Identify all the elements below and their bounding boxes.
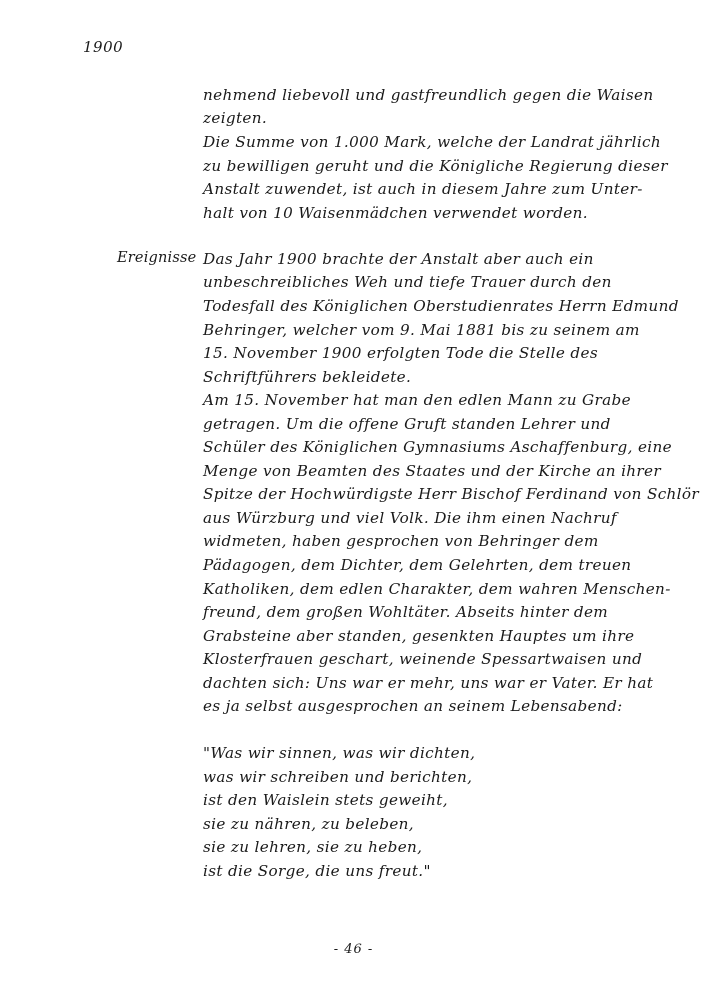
text-line: Pädagogen, dem Dichter, dem Gelehrten, dem treuen (203, 556, 632, 574)
text-line: aus Würzburg und viel Volk. Die ihm einen Nachruf (203, 509, 617, 527)
page-year: 1900 (83, 38, 124, 56)
text-line: nehmend liebevoll und gastfreundlich gegen die Waisen (203, 86, 654, 104)
poem-line: sie zu lehren, sie zu heben, (203, 838, 423, 856)
poem-line: was wir schreiben und berichten, (203, 768, 473, 786)
text-line: freund, dem großen Wohltäter. Abseits hinter dem (203, 603, 609, 621)
text-line: Katholiken, dem edlen Charakter, dem wahren Menschen- (203, 580, 671, 598)
text-line: Todesfall des Königlichen Oberstudienrates Herrn Edmund (203, 297, 679, 315)
text-line: zeigten. (203, 109, 268, 127)
text-line: Klosterfrauen geschart, weinende Spessartwaisen und (203, 650, 643, 668)
text-line: Anstalt zuwendet, ist auch in diesem Jahre zum Unter- (203, 180, 643, 198)
text-line: es ja selbst ausgesprochen an seinem Lebensabend: (203, 697, 623, 715)
poem-line: ist die Sorge, die uns freut." (203, 862, 431, 880)
text-line: getragen. Um die offene Gruft standen Lehrer und (203, 415, 611, 433)
margin-note-ereignisse: Ereignisse (117, 250, 197, 266)
poem-line: "Was wir sinnen, was wir dichten, (203, 744, 476, 762)
text-line: Schriftführers bekleidete. (203, 368, 412, 386)
text-line: widmeten, haben gesprochen von Behringer dem (203, 532, 599, 550)
text-line: Das Jahr 1900 brachte der Anstalt aber auch ein (203, 250, 594, 268)
poem-line: ist den Waislein stets geweiht, (203, 791, 448, 809)
text-line: Spitze der Hochwürdigste Herr Bischof Ferdinand von Schlör (203, 485, 699, 503)
text-line: unbeschreibliches Weh und tiefe Trauer durch den (203, 273, 612, 291)
text-line: dachten sich: Uns war er mehr, uns war er Vater. Er hat (203, 674, 654, 692)
text-line: Schüler des Königlichen Gymnasiums Aschaffenburg, eine (203, 438, 672, 456)
text-line: halt von 10 Waisenmädchen verwendet worden. (203, 204, 588, 222)
text-line: zu bewilligen geruht und die Königliche Regierung dieser (203, 157, 668, 175)
text-line: Grabsteine aber standen, gesenkten Hauptes um ihre (203, 627, 635, 645)
text-line: Die Summe von 1.000 Mark, welche der Landrat jährlich (203, 133, 662, 151)
poem-line: sie zu nähren, zu beleben, (203, 815, 414, 833)
text-line: Behringer, welcher vom 9. Mai 1881 bis zu seinem am (203, 321, 640, 339)
page-number: - 46 - (333, 942, 374, 957)
text-line: Am 15. November hat man den edlen Mann zu Grabe (203, 391, 631, 409)
text-line: 15. November 1900 erfolgten Tode die Stelle des (203, 344, 598, 362)
text-line: Menge von Beamten des Staates und der Kirche an ihrer (203, 462, 661, 480)
